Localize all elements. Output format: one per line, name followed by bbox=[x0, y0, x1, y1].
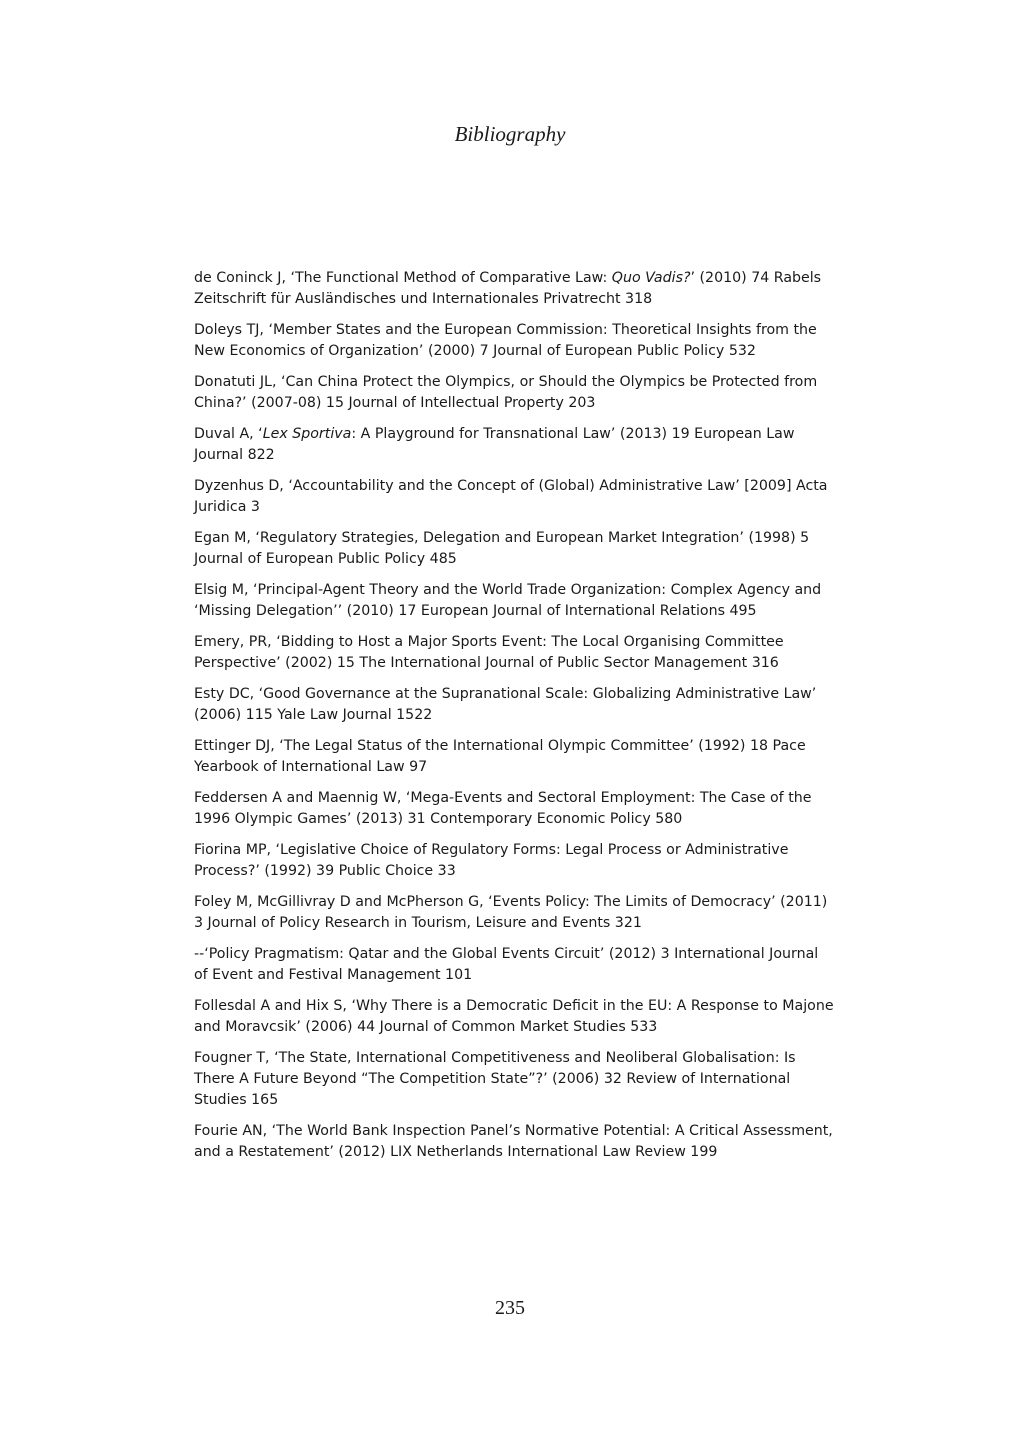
bibliography-entry bbox=[194, 372, 834, 414]
bibliography-entry bbox=[194, 268, 834, 310]
bibliography-entry bbox=[194, 1121, 834, 1163]
entry-text: Duval A, ‘ bbox=[194, 426, 263, 442]
bibliography-entry bbox=[194, 424, 834, 466]
entry-text: Follesdal A and Hix S, ‘Why There is a Democratic Deficit in the EU: A Response to Majone and Moravcsik’ (2006) 44 Journal of Common Market Studies 533 bbox=[194, 998, 834, 1035]
entry-text: Emery, PR, ‘Bidding to Host a Major Sports Event: The Local Organising Committee Perspective’ (2002) 15 The International Journal of Public Sector Management 316 bbox=[194, 634, 784, 671]
entry-text: Foley M, McGillivray D and McPherson G, ‘Events Policy: The Limits of Democracy’ (2011) 3 Journal of Policy Research in Tourism, Leisure and Events 321 bbox=[194, 894, 828, 931]
bibliography-entry bbox=[194, 1048, 834, 1111]
bibliography-entry bbox=[194, 528, 834, 570]
entry-text: Fougner T, ‘The State, International Competitiveness and Neoliberal Globalisation: Is There A Future Beyond “The Competition State”?’ (2006) 32 Review of International Studies 165 bbox=[194, 1050, 796, 1108]
entry-text-tail: : A Playground for Transnational Law’ (2013) 19 European Law Journal 822 bbox=[194, 426, 795, 463]
bibliography-entry bbox=[194, 684, 834, 726]
bibliography-entry bbox=[194, 736, 834, 778]
entry-text: de Coninck J, ‘The Functional Method of Comparative Law: bbox=[194, 270, 612, 286]
bibliography-entry bbox=[194, 996, 834, 1038]
entry-text: --‘Policy Pragmatism: Qatar and the Global Events Circuit’ (2012) 3 International Journal of Event and Festival Management 101 bbox=[194, 946, 819, 983]
bibliography-entry bbox=[194, 788, 834, 830]
bibliography-entry bbox=[194, 944, 834, 986]
entry-text: Fourie AN, ‘The World Bank Inspection Panel’s Normative Potential: A Critical Assessment, and a Restatement’ (2012) LIX Netherlands International Law Review 199 bbox=[194, 1123, 833, 1160]
entry-text-tail: ’ (2010) 74 Rabels Zeitschrift für Ausländisches und Internationales Privatrecht 318 bbox=[194, 270, 822, 307]
entry-text: Egan M, ‘Regulatory Strategies, Delegation and European Market Integration’ (1998) 5 Journal of European Public Policy 485 bbox=[194, 530, 810, 567]
bibliography-entry bbox=[194, 320, 834, 362]
page-number: 235 bbox=[495, 1297, 525, 1319]
running-header: Bibliography bbox=[454, 122, 566, 146]
entry-text: Feddersen A and Maennig W, ‘Mega-Events and Sectoral Employment: The Case of the 1996 Olympic Games’ (2013) 31 Contemporary Economic Policy 580 bbox=[194, 790, 812, 827]
entry-text: Elsig M, ‘Principal-Agent Theory and the World Trade Organization: Complex Agency and ‘Missing Delegation’’ (2010) 17 European Journal of International Relations 495 bbox=[194, 582, 822, 619]
bibliography-entry bbox=[194, 840, 834, 882]
entry-text: Dyzenhus D, ‘Accountability and the Concept of (Global) Administrative Law’ [2009] Acta Juridica 3 bbox=[194, 478, 828, 515]
entry-text: Doleys TJ, ‘Member States and the European Commission: Theoretical Insights from the New Economics of Organization’ (2000) 7 Journal of European Public Policy 532 bbox=[194, 322, 817, 359]
entry-text: Donatuti JL, ‘Can China Protect the Olympics, or Should the Olympics be Protected from China?’ (2007-08) 15 Journal of Intellectual Property 203 bbox=[194, 374, 818, 411]
bibliography-entry bbox=[194, 892, 834, 934]
bibliography-entry bbox=[194, 476, 834, 518]
entry-italic-text: Quo Vadis? bbox=[611, 270, 691, 286]
entry-text: Fiorina MP, ‘Legislative Choice of Regulatory Forms: Legal Process or Administrative Process?’ (1992) 39 Public Choice 33 bbox=[194, 842, 789, 879]
entry-italic-text: Lex Sportiva bbox=[262, 426, 352, 442]
bibliography-entry bbox=[194, 632, 834, 674]
entry-text: Ettinger DJ, ‘The Legal Status of the International Olympic Committee’ (1992) 18 Pace Yearbook of International Law 97 bbox=[194, 738, 806, 775]
bibliography-entry bbox=[194, 580, 834, 622]
bibliography-list bbox=[194, 268, 834, 1173]
entry-text: Esty DC, ‘Good Governance at the Supranational Scale: Globalizing Administrative Law’ (2006) 115 Yale Law Journal 1522 bbox=[194, 686, 817, 723]
